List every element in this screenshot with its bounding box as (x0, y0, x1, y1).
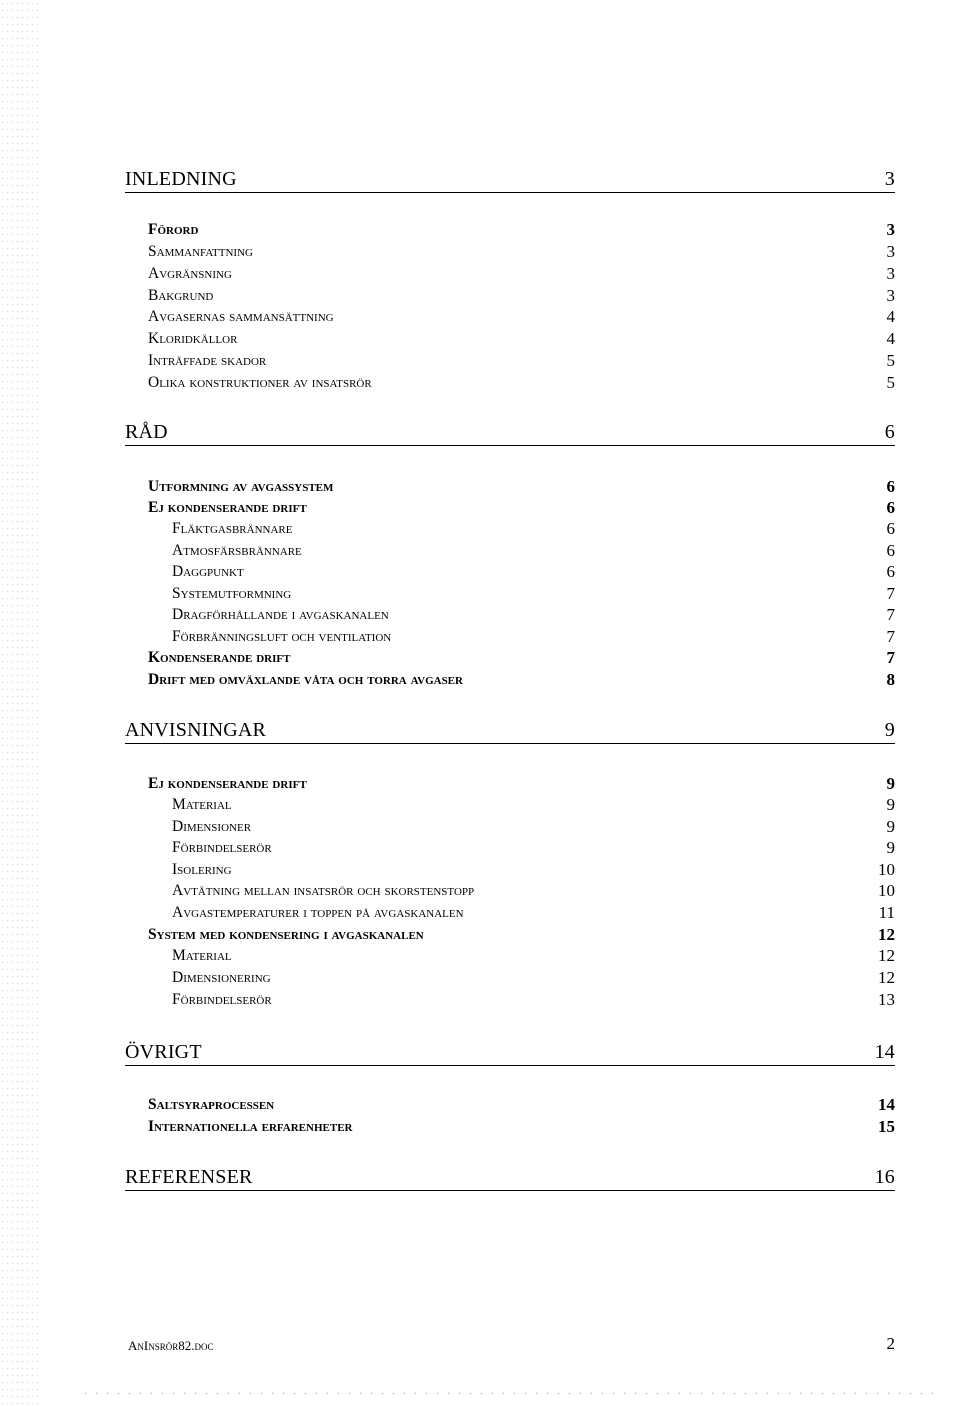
toc-entry-page: 12 (878, 968, 895, 987)
footer-filename: AnInsrör82.doc (128, 1338, 214, 1353)
toc-entry[interactable] (172, 902, 895, 924)
toc-heading-anvisningar[interactable] (125, 717, 895, 744)
toc-entry-label: Kloridkällor (148, 330, 238, 347)
toc-entry-label: Material (172, 947, 232, 964)
toc-heading-page: 14 (874, 1041, 895, 1063)
toc-entry[interactable] (148, 263, 895, 285)
toc-entry-page: 5 (886, 373, 895, 392)
toc-entry[interactable] (172, 967, 895, 989)
toc-entry[interactable] (148, 1094, 895, 1116)
toc-entry-label: Avgastemperaturer i toppen på avgaskanalen (172, 904, 464, 921)
toc-entry-page: 3 (886, 220, 895, 239)
toc-entry-page: 7 (886, 648, 895, 667)
toc-entry[interactable] (172, 989, 895, 1011)
toc-entry[interactable] (172, 583, 895, 605)
toc-heading-page: 16 (874, 1166, 895, 1188)
toc-entry-label: Utformning av avgassystem (148, 478, 334, 495)
scan-bottom-noise (80, 1392, 940, 1395)
toc-entry-page: 3 (886, 242, 895, 261)
toc-entry-label: Systemutformning (172, 585, 292, 602)
toc-entry-label: Daggpunkt (172, 563, 244, 580)
footer-page-number: 2 (886, 1334, 895, 1353)
toc-entry-label: Ej kondenserande drift (148, 499, 307, 516)
toc-heading-ovrigt[interactable] (125, 1039, 895, 1066)
toc-entry[interactable] (148, 219, 895, 241)
toc-entry[interactable] (148, 669, 895, 691)
toc-heading-inledning[interactable] (125, 166, 895, 193)
toc-entry[interactable] (172, 945, 895, 967)
toc-entry-page: 7 (886, 605, 895, 624)
toc-entry-label: Atmosfärsbrännare (172, 542, 302, 559)
toc-heading-title: RÅD (125, 421, 168, 443)
toc-entry-label: Förbindelserör (172, 839, 272, 856)
toc-entry-page: 12 (878, 925, 895, 944)
toc-entry-label: Avgränsning (148, 265, 232, 282)
toc-entry[interactable] (148, 241, 895, 263)
toc-entry-page: 11 (878, 903, 895, 922)
toc-entry[interactable] (148, 1116, 895, 1138)
toc-entry[interactable] (148, 497, 895, 519)
toc-entry[interactable] (148, 476, 895, 498)
toc-entry-page: 6 (886, 541, 895, 560)
toc-entry[interactable] (172, 794, 895, 816)
toc-entry-label: Förbindelserör (172, 991, 272, 1008)
toc-entry[interactable] (148, 924, 895, 946)
toc-entry-page: 10 (878, 860, 895, 879)
toc-entry[interactable] (172, 626, 895, 648)
toc-entry-label: Dimensioner (172, 818, 252, 835)
toc-entry[interactable] (148, 647, 895, 669)
toc-entry[interactable] (172, 837, 895, 859)
toc-entry-page: 6 (886, 498, 895, 517)
toc-entry[interactable] (172, 859, 895, 881)
toc-entry[interactable] (172, 561, 895, 583)
toc-entry-label: Drift med omväxlande våta och torra avgaser (148, 671, 463, 688)
toc-heading-title: REFERENSER (125, 1166, 253, 1188)
toc-entry-label: Inträffade skador (148, 352, 267, 369)
toc-entry[interactable] (172, 880, 895, 902)
toc-entry-page: 4 (886, 307, 895, 326)
toc-entry-page: 13 (878, 990, 895, 1009)
toc-entry-page: 5 (886, 351, 895, 370)
toc-entry-page: 3 (886, 264, 895, 283)
toc-entry-page: 9 (886, 795, 895, 814)
toc-entry-label: Olika konstruktioner av insatsrör (148, 374, 372, 391)
toc-entry[interactable] (148, 372, 895, 394)
toc-entry-page: 4 (886, 329, 895, 348)
toc-entry-label: Isolering (172, 861, 232, 878)
toc-entry-page: 8 (886, 670, 895, 689)
toc-entry-label: Material (172, 796, 232, 813)
toc-entry-page: 10 (878, 881, 895, 900)
toc-entry-page: 6 (886, 519, 895, 538)
toc-heading-page: 9 (884, 719, 895, 741)
toc-heading-referenser[interactable] (125, 1164, 895, 1191)
toc-entry-label: System med kondensering i avgaskanalen (148, 926, 424, 943)
toc-entry[interactable] (148, 350, 895, 372)
toc-entry-page: 9 (886, 838, 895, 857)
toc-heading-rad[interactable] (125, 419, 895, 446)
toc-heading-title: ÖVRIGT (125, 1041, 202, 1063)
toc-heading-title: INLEDNING (125, 168, 237, 190)
toc-heading-page: 3 (884, 168, 895, 190)
toc-entry-label: Dimensionering (172, 969, 271, 986)
toc-entry-label: Förord (148, 221, 199, 238)
toc-entry-label: Internationella erfarenheter (148, 1118, 353, 1135)
toc-heading-title: ANVISNINGAR (125, 719, 267, 741)
toc-entry-label: Sammanfattning (148, 243, 253, 260)
toc-entry[interactable] (172, 518, 895, 540)
toc-entry-label: Ej kondenserande drift (148, 775, 307, 792)
toc-entry[interactable] (148, 285, 895, 307)
toc-entry[interactable] (172, 604, 895, 626)
toc-entry[interactable] (172, 540, 895, 562)
toc-entry-page: 7 (886, 627, 895, 646)
toc-entry-page: 14 (878, 1095, 895, 1114)
toc-entry-label: Avgasernas sammansättning (148, 308, 334, 325)
toc-entry-page: 7 (886, 584, 895, 603)
toc-entry-page: 6 (886, 562, 895, 581)
toc-entry-label: Fläktgasbrännare (172, 520, 293, 537)
toc-entry[interactable] (148, 328, 895, 350)
toc-entry-page: 15 (878, 1117, 895, 1136)
toc-entry-page: 6 (886, 477, 895, 496)
toc-entry[interactable] (148, 306, 895, 328)
toc-entry-label: Avtätning mellan insatsrör och skorstenstopp (172, 882, 475, 899)
toc-heading-page: 6 (884, 421, 895, 443)
toc-entry-page: 12 (878, 946, 895, 965)
toc-entry-page: 9 (886, 817, 895, 836)
toc-entry-label: Förbränningsluft och ventilation (172, 628, 392, 645)
toc-entry[interactable] (172, 816, 895, 838)
toc-entry[interactable] (148, 773, 895, 795)
toc-entry-label: Dragförhållande i avgaskanalen (172, 606, 389, 623)
toc-entry-label: Bakgrund (148, 287, 214, 304)
toc-entry-page: 9 (886, 774, 895, 793)
toc-entry-label: Kondenserande drift (148, 649, 291, 666)
toc-entry-label: Saltsyraprocessen (148, 1096, 275, 1113)
toc-entry-page: 3 (886, 286, 895, 305)
